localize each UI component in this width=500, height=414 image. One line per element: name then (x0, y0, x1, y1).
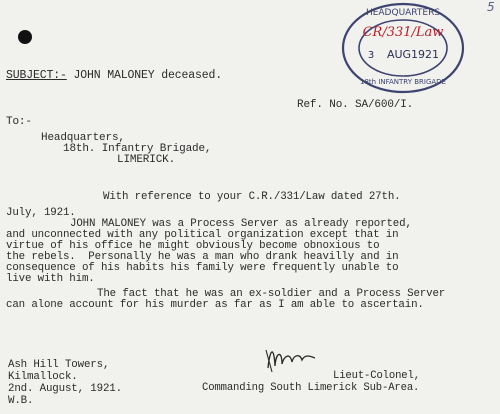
address-line: Headquarters, (41, 132, 125, 144)
to-label: To:- (6, 116, 32, 128)
stamp-handwritten-ref: CR/331/Law (362, 25, 444, 40)
punch-hole (18, 30, 32, 44)
address-line: LIMERICK. (117, 154, 176, 166)
body-line: JOHN MALONEY was a Process Server as already reported, (70, 218, 412, 230)
subject-label: SUBJECT:- (6, 69, 67, 82)
body-line: The fact that he was an ex-soldier and a Process Server (97, 288, 446, 300)
stamp-date-day: 3 (367, 50, 375, 61)
place-line: Kilmallock. (8, 371, 78, 383)
body-line: consequence of his habits his family were frequently unable to (6, 262, 399, 274)
place-line: W.B. (8, 395, 34, 407)
subject-line (6, 70, 222, 82)
place-line: 2nd. August, 1921. (8, 383, 122, 395)
stamp-date: AUG1921 (386, 48, 440, 61)
reference-number: Ref. No. SA/600/I. (297, 99, 414, 111)
signature-unit: Commanding South Limerick Sub-Area. (202, 382, 420, 394)
body-line: virtue of his office he might obviously become obnoxious to (6, 240, 380, 252)
body-line: live with him. (6, 273, 95, 285)
body-line: the rebels. Personally he was a man who drank heavilly and in (6, 251, 399, 263)
body-line: can alone account for his murder as far as I am able to ascertain. (6, 299, 424, 311)
stamp-bottom-text: 18th INFANTRY BRIGADE (360, 78, 446, 86)
stamp-top-text: HEADQUARTERS (365, 8, 441, 18)
subject-value: JOHN MALONEY deceased. (73, 69, 223, 82)
body-line: and unconnected with any political organization except that in (6, 229, 399, 241)
handwritten-signature (260, 338, 320, 378)
signature-rank: Lieut-Colonel, (333, 370, 420, 382)
place-line: Ash Hill Towers, (8, 359, 110, 371)
page-number: 5 (487, 0, 495, 14)
address-line: 18th. Infantry Brigade, (63, 143, 212, 155)
headquarters-stamp (339, 0, 467, 96)
body-line: With reference to your C.R./331/Law dated 27th. (103, 191, 401, 203)
body-line: July, 1921. (6, 207, 76, 219)
